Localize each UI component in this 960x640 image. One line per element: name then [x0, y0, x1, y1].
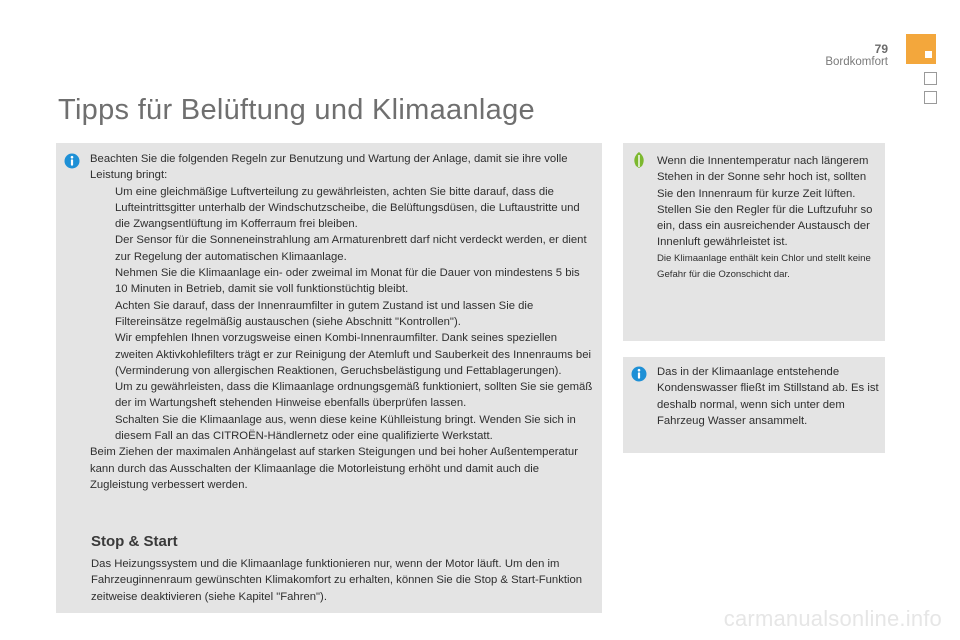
watermark: carmanualsonline.info	[723, 606, 942, 631]
eco-text-ozone: Die Klimaanlage enthält kein Chlor und stellt keine Gefahr für die Ozonschicht dar.	[657, 252, 871, 280]
list-item: Der Sensor für die Sonneneinstrahlung am Armaturenbrett darf nicht verdeckt werden, er dient zur Regelung der automatischen Klimaanlage.	[115, 234, 587, 263]
list-item: Um zu gewährleisten, dass die Klimaanlage ordnungsgemäß funktioniert, sollten Sie sie gemäß der im Wartungsheft stehenden Hinweise ebenfalls überprüfen lassen.	[115, 381, 593, 410]
section-name: Bordkomfort	[825, 56, 888, 68]
eco-text-ventilate: Wenn die Innentemperatur nach längerem Stehen in der Sonne sehr hoch ist, sollten Sie den Innenraum für kurze Zeit lüften.	[657, 155, 869, 200]
intro-text: Beachten Sie die folgenden Regeln zur Benutzung und Wartung der Anlage, damit sie ihre volle Leistung bringt:	[90, 153, 568, 182]
chapter-tab-1[interactable]	[924, 72, 937, 85]
chapter-tab-2[interactable]	[924, 91, 937, 104]
chapter-tab-active[interactable]	[906, 34, 936, 64]
outro-text: Beim Ziehen der maximalen Anhängelast auf starken Steigungen und bei hoher Außentemperatur kann durch das Ausschalten der Klimaanlage die Motorleistung erhöht und damit auch die Zugleistung verbessert werden.	[90, 446, 578, 491]
page-number: 79	[874, 42, 888, 56]
page-title: Tipps für Belüftung und Klimaanlage	[58, 94, 535, 126]
info-icon	[64, 153, 80, 169]
list-item: Nehmen Sie die Klimaanlage ein- oder zweimal im Monat für die Dauer von mindestens 5 bis 10 Minuten in Betrieb, damit sie voll funktionstüchtig bleibt.	[115, 267, 580, 296]
eco-text-regulator: Stellen Sie den Regler für die Luftzufuhr so ein, dass ein ausreichender Austausch der Innenluft gewährleistet ist.	[657, 203, 873, 249]
condensation-text: Das in der Klimaanlage entstehende Kondenswasser fließt im Stillstand ab. Es ist deshalb normal, wenn sich unter dem Fahrzeug Wasser ansammelt.	[657, 366, 879, 427]
filter-recommendation: Wir empfehlen Ihnen vorzugsweise einen Kombi-Innenraumfilter. Dank seines speziellen zweiten Aktivkohlefilters trägt er zur Reinigung der Atemluft und Sauberkeit des Innenraums bei (Verminderung von allergischen Reaktionen, Geruchsbelästigung und Fettablagerungen).	[115, 332, 591, 377]
list-item: Um eine gleichmäßige Luftverteilung zu gewährleisten, achten Sie bitte darauf, dass die Lufteintrittsgitter unterhalb der Windschutzscheibe, die Belüftungsdüsen, die Luftaustritte und die Zwangsentlüftung im Kofferraum frei bleiben.	[115, 185, 580, 231]
stop-start-heading: Stop & Start	[91, 533, 178, 550]
list-item: Achten Sie darauf, dass der Innenraumfilter in gutem Zustand ist und lassen Sie die Filtereinsätze regelmäßig austauschen (siehe Abschnitt "Kontrollen"). Wir empfehlen Ihnen vorzugsweise einen Kombi-Innenraumfilter. Dank seines speziellen zweiten Aktivkohlefilters trägt er zur Reinigung der Atemluft und Sauberkeit des Innenraums bei (Verminderung von allergischen Reaktionen, Geruchsbelästigung und Fettablagerungen).	[115, 299, 591, 377]
stop-start-text: Das Heizungssystem und die Klimaanlage funktionieren nur, wenn der Motor läuft. Um den im Fahrzeuginnenraum gewünschten Klimakomfort zu erhalten, können Sie die Stop & Start-Funktion zeitweise deaktivieren (siehe Kapitel "Fahren").	[91, 558, 583, 603]
info-icon	[631, 366, 647, 382]
main-tips-text	[90, 151, 595, 493]
leaf-icon	[631, 151, 647, 169]
eco-tip-text	[657, 153, 879, 283]
chapter-tab-dot-icon	[925, 51, 932, 58]
list-item: Schalten Sie die Klimaanlage aus, wenn diese keine Kühlleistung bringt. Wenden Sie sich in diesem Fall an das CITROËN-Händlernetz oder eine qualifizierte Werkstatt.	[115, 413, 576, 443]
tips-list	[90, 184, 595, 445]
